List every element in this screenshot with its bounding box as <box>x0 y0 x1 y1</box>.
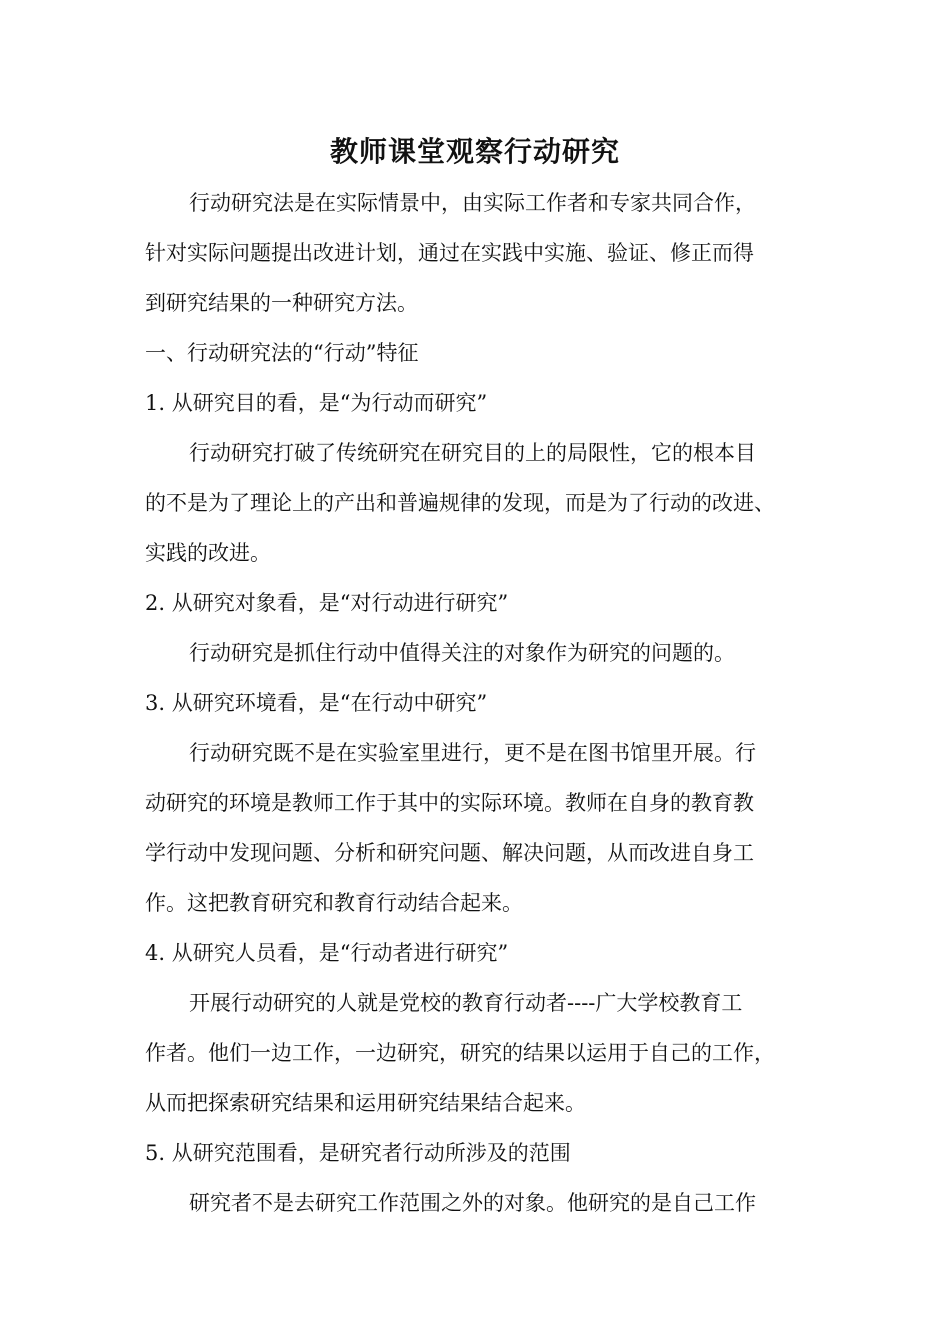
text-line: 一、行动研究法的“行动”特征 <box>145 341 419 365</box>
text-line: 行动研究打破了传统研究在研究目的上的局限性，它的根本目 <box>189 441 756 465</box>
text-line: 研究者不是去研究工作范围之外的对象。他研究的是自己工作 <box>189 1191 756 1215</box>
text-line: 的不是为了理论上的产出和普遍规律的发现，而是为了行动的改进、 <box>145 491 775 515</box>
paragraph <box>145 978 825 1128</box>
section-heading <box>145 328 825 378</box>
page-title: 教师课堂观察行动研究 <box>329 135 620 168</box>
text-line: 从而把探索研究结果和运用研究结果结合起来。 <box>145 1091 586 1115</box>
text-line: 开展行动研究的人就是党校的教育行动者----广大学校教育工 <box>189 991 743 1015</box>
text-line: 实践的改进。 <box>145 541 271 565</box>
section-heading <box>145 578 825 628</box>
text-line: 到研究结果的一种研究方法。 <box>145 291 418 315</box>
text-line: 学行动中发现问题、分析和研究问题、解决问题，从而改进自身工 <box>145 841 754 865</box>
text-line: 行动研究是抓住行动中值得关注的对象作为研究的问题的。 <box>189 641 735 665</box>
text-line: 2. 从研究对象看，是“对行动进行研究” <box>145 591 509 615</box>
section-heading <box>145 678 825 728</box>
text-line: 作者。他们一边工作，一边研究，研究的结果以运用于自己的工作， <box>145 1041 775 1065</box>
text-line: 作。这把教育研究和教育行动结合起来。 <box>145 891 523 915</box>
paragraph <box>145 178 825 328</box>
text-line: 4. 从研究人员看，是“行动者进行研究” <box>145 941 509 965</box>
paragraph <box>145 728 825 928</box>
section-heading <box>145 1128 825 1178</box>
section-heading <box>145 928 825 978</box>
text-line: 5. 从研究范围看，是研究者行动所涉及的范围 <box>145 1141 571 1165</box>
section-heading <box>145 378 825 428</box>
paragraph <box>145 428 825 578</box>
text-line: 针对实际问题提出改进计划，通过在实践中实施、验证、修正而得 <box>145 241 754 265</box>
paragraph <box>145 1178 825 1228</box>
text-line: 3. 从研究环境看，是“在行动中研究” <box>145 691 488 715</box>
paragraph <box>145 628 825 678</box>
text-line: 1. 从研究目的看，是“为行动而研究” <box>145 391 488 415</box>
text-line: 动研究的环境是教师工作于其中的实际环境。教师在自身的教育教 <box>145 791 754 815</box>
text-line: 行动研究既不是在实验室里进行，更不是在图书馆里开展。行 <box>189 741 756 765</box>
text-line: 行动研究法是在实际情景中，由实际工作者和专家共同合作， <box>189 191 756 215</box>
